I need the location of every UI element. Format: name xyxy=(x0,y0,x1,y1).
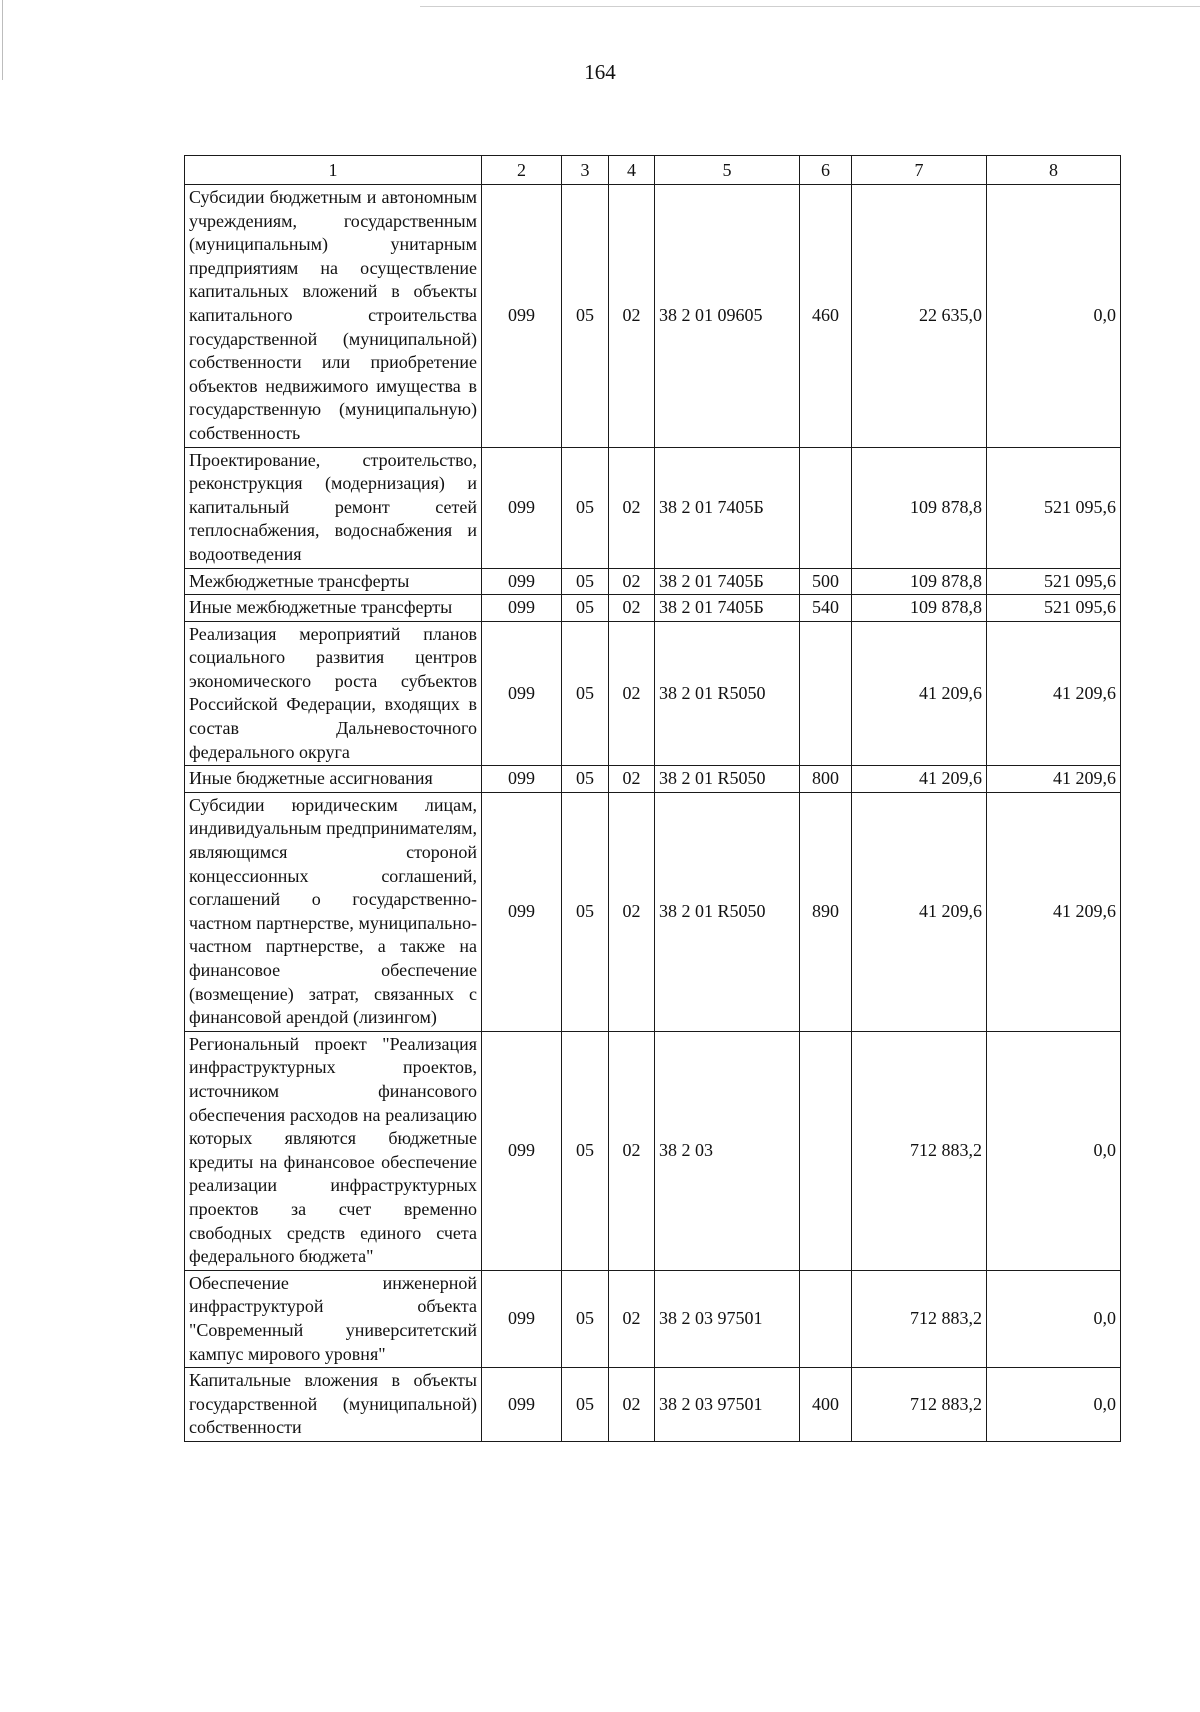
row-name: Обеспечение инженерной инфраструктурой объекта "Современный университетский кампус мирового уровня" xyxy=(185,1270,482,1367)
row-amount-1: 712 883,2 xyxy=(852,1270,987,1367)
row-subsection-code: 02 xyxy=(609,1270,655,1367)
row-amount-2: 0,0 xyxy=(987,1270,1121,1367)
row-subsection-code: 02 xyxy=(609,595,655,622)
header-col-7: 7 xyxy=(852,156,987,185)
row-subsection-code: 02 xyxy=(609,766,655,793)
row-amount-2: 0,0 xyxy=(987,185,1121,448)
row-ministry-code: 099 xyxy=(482,1270,562,1367)
row-expense-type: 400 xyxy=(800,1368,852,1442)
row-subsection-code: 02 xyxy=(609,1031,655,1270)
row-section-code: 05 xyxy=(562,568,609,595)
row-target-code: 38 2 03 xyxy=(655,1031,800,1270)
row-subsection-code: 02 xyxy=(609,621,655,766)
row-expense-type: 500 xyxy=(800,568,852,595)
table-header-row xyxy=(185,156,1121,185)
table-row xyxy=(185,1368,1121,1442)
row-name: Реализация мероприятий планов социального развития центров экономического роста субъектов Российской Федерации, входящих в состав Дальневосточного федерального округа xyxy=(185,621,482,766)
row-amount-1: 41 209,6 xyxy=(852,766,987,793)
header-col-8: 8 xyxy=(987,156,1121,185)
row-amount-1: 22 635,0 xyxy=(852,185,987,448)
row-name: Межбюджетные трансферты xyxy=(185,568,482,595)
row-amount-2: 41 209,6 xyxy=(987,621,1121,766)
row-name: Региональный проект "Реализация инфраструктурных проектов, источником финансового обеспечения расходов на реализацию которых являются бюджетные кредиты на финансовое обеспечение реализации инфраструктурных проектов за счет временно свободных средств единого счета федерального бюджета" xyxy=(185,1031,482,1270)
row-ministry-code: 099 xyxy=(482,621,562,766)
table-row xyxy=(185,621,1121,766)
row-ministry-code: 099 xyxy=(482,185,562,448)
row-section-code: 05 xyxy=(562,1368,609,1442)
row-expense-type: 460 xyxy=(800,185,852,448)
row-target-code: 38 2 01 09605 xyxy=(655,185,800,448)
row-amount-2: 41 209,6 xyxy=(987,766,1121,793)
row-expense-type: 800 xyxy=(800,766,852,793)
row-ministry-code: 099 xyxy=(482,766,562,793)
table-row xyxy=(185,185,1121,448)
row-name: Субсидии бюджетным и автономным учреждениям, государственным (муниципальным) унитарным предприятиям на осуществление капитальных вложений в объекты капитального строительства государственной (муниципальной) собственности или приобретение объектов недвижимого имущества в государственную (муниципальную) собственность xyxy=(185,185,482,448)
row-name: Капитальные вложения в объекты государственной (муниципальной) собственности xyxy=(185,1368,482,1442)
header-col-5: 5 xyxy=(655,156,800,185)
table-row xyxy=(185,1031,1121,1270)
row-amount-2: 0,0 xyxy=(987,1031,1121,1270)
row-target-code: 38 2 01 7405Б xyxy=(655,595,800,622)
row-ministry-code: 099 xyxy=(482,568,562,595)
row-ministry-code: 099 xyxy=(482,447,562,568)
row-amount-1: 109 878,8 xyxy=(852,568,987,595)
row-subsection-code: 02 xyxy=(609,1368,655,1442)
header-col-4: 4 xyxy=(609,156,655,185)
table-row xyxy=(185,447,1121,568)
row-subsection-code: 02 xyxy=(609,568,655,595)
table-row xyxy=(185,792,1121,1031)
row-amount-2: 0,0 xyxy=(987,1368,1121,1442)
row-expense-type xyxy=(800,447,852,568)
row-target-code: 38 2 03 97501 xyxy=(655,1368,800,1442)
row-amount-2: 41 209,6 xyxy=(987,792,1121,1031)
row-expense-type xyxy=(800,1270,852,1367)
row-amount-2: 521 095,6 xyxy=(987,568,1121,595)
row-amount-1: 712 883,2 xyxy=(852,1368,987,1442)
row-ministry-code: 099 xyxy=(482,1031,562,1270)
row-section-code: 05 xyxy=(562,595,609,622)
row-amount-1: 41 209,6 xyxy=(852,621,987,766)
row-amount-1: 109 878,8 xyxy=(852,447,987,568)
row-target-code: 38 2 01 R5050 xyxy=(655,621,800,766)
header-col-3: 3 xyxy=(562,156,609,185)
row-name: Субсидии юридическим лицам, индивидуальным предпринимателям, являющимся стороной концессионных соглашений, соглашений о государственно-частном партнерстве, муниципально-частном партнерстве, а также на финансовое обеспечение (возмещение) затрат, связанных с финансовой арендой (лизингом) xyxy=(185,792,482,1031)
table-row xyxy=(185,568,1121,595)
row-ministry-code: 099 xyxy=(482,595,562,622)
row-subsection-code: 02 xyxy=(609,185,655,448)
row-name: Иные бюджетные ассигнования xyxy=(185,766,482,793)
row-section-code: 05 xyxy=(562,792,609,1031)
header-col-6: 6 xyxy=(800,156,852,185)
row-ministry-code: 099 xyxy=(482,1368,562,1442)
row-section-code: 05 xyxy=(562,766,609,793)
table-row xyxy=(185,766,1121,793)
row-subsection-code: 02 xyxy=(609,447,655,568)
row-amount-1: 109 878,8 xyxy=(852,595,987,622)
row-target-code: 38 2 01 7405Б xyxy=(655,447,800,568)
row-name: Иные межбюджетные трансферты xyxy=(185,595,482,622)
scan-artifact-top xyxy=(420,6,1200,7)
row-target-code: 38 2 01 R5050 xyxy=(655,792,800,1031)
row-section-code: 05 xyxy=(562,621,609,766)
row-expense-type: 890 xyxy=(800,792,852,1031)
row-expense-type xyxy=(800,1031,852,1270)
row-target-code: 38 2 01 7405Б xyxy=(655,568,800,595)
row-amount-2: 521 095,6 xyxy=(987,595,1121,622)
header-col-2: 2 xyxy=(482,156,562,185)
header-col-1: 1 xyxy=(185,156,482,185)
row-ministry-code: 099 xyxy=(482,792,562,1031)
table-row xyxy=(185,1270,1121,1367)
row-amount-1: 41 209,6 xyxy=(852,792,987,1031)
row-section-code: 05 xyxy=(562,1031,609,1270)
row-section-code: 05 xyxy=(562,1270,609,1367)
row-target-code: 38 2 03 97501 xyxy=(655,1270,800,1367)
table-row xyxy=(185,595,1121,622)
row-section-code: 05 xyxy=(562,447,609,568)
row-amount-1: 712 883,2 xyxy=(852,1031,987,1270)
row-target-code: 38 2 01 R5050 xyxy=(655,766,800,793)
row-section-code: 05 xyxy=(562,185,609,448)
row-amount-2: 521 095,6 xyxy=(987,447,1121,568)
row-expense-type xyxy=(800,621,852,766)
row-expense-type: 540 xyxy=(800,595,852,622)
row-subsection-code: 02 xyxy=(609,792,655,1031)
row-name: Проектирование, строительство, реконструкция (модернизация) и капитальный ремонт сетей теплоснабжения, водоснабжения и водоотведения xyxy=(185,447,482,568)
budget-table xyxy=(184,155,1121,1442)
page-number: 164 xyxy=(584,60,616,84)
